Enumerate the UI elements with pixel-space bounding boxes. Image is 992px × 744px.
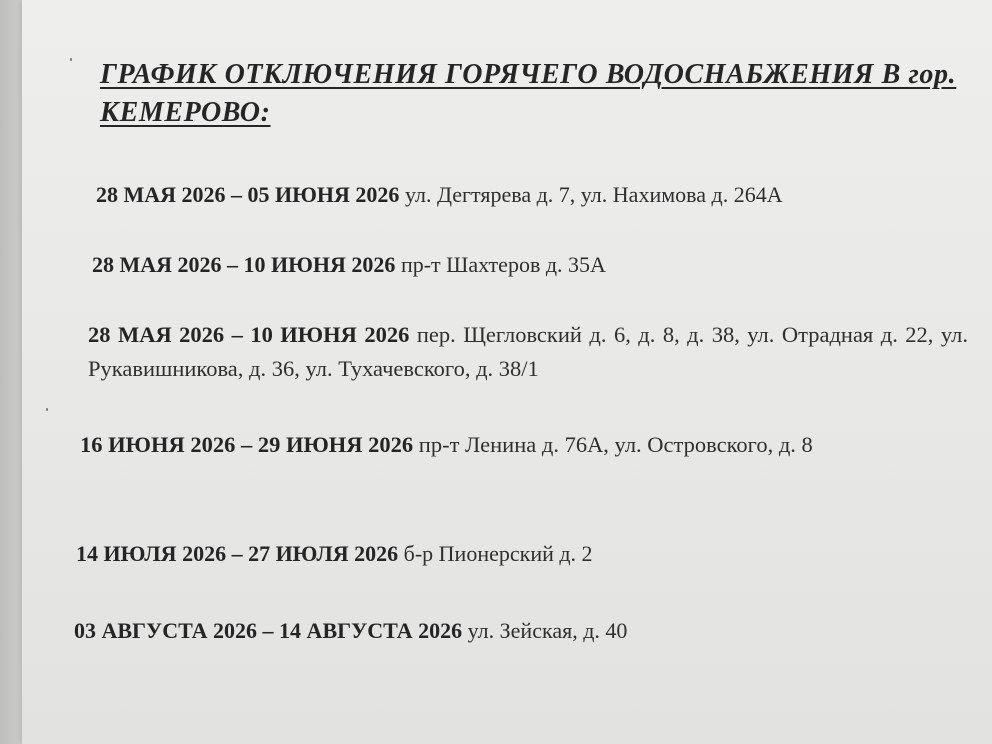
entry-addresses: пр-т Шахтеров д. 35А: [400, 252, 606, 277]
document-title: ГРАФИК ОТКЛЮЧЕНИЯ ГОРЯЧЕГО ВОДОСНАБЖЕНИЯ В гор. КЕМЕРОВО:: [100, 59, 957, 128]
entry-addresses: пр-т Ленина д. 76А, ул. Островского, д. 8: [418, 432, 813, 457]
schedule-entry: [96, 178, 956, 212]
schedule-entry: [76, 537, 936, 571]
entry-dates: 14 ИЮЛЯ 2026 – 27 ИЮЛЯ 2026: [76, 541, 399, 566]
entry-addresses: пер. Щегловский д. 6, д. 8, д. 38, ул. Отрадная д. 22, ул. Рукавишникова, д. 36, ул. Тухачевского, д. 38/1: [88, 322, 968, 381]
schedule-entry: [80, 428, 970, 462]
entry-dates: 16 ИЮНЯ 2026 – 29 ИЮНЯ 2026: [80, 432, 414, 457]
entry-addresses: б-р Пионерский д. 2: [403, 541, 593, 566]
entry-dates: 03 АВГУСТА 2026 – 14 АВГУСТА 2026: [74, 618, 463, 643]
entry-dates: 28 МАЯ 2026 – 10 ИЮНЯ 2026: [88, 322, 410, 347]
entry-dates: 28 МАЯ 2026 – 05 ИЮНЯ 2026: [96, 182, 400, 207]
schedule-entry: [88, 318, 968, 386]
schedule-entry: [92, 248, 952, 282]
entry-addresses: ул. Зейская, д. 40: [467, 618, 628, 643]
background-edge: [0, 0, 22, 744]
entry-dates: 28 МАЯ 2026 – 10 ИЮНЯ 2026: [92, 252, 396, 277]
entry-addresses: ул. Дегтярева д. 7, ул. Нахимова д. 264А: [404, 182, 783, 207]
paper-speck: [46, 408, 48, 411]
paper-speck: [70, 58, 72, 61]
schedule-entry: [74, 614, 954, 648]
